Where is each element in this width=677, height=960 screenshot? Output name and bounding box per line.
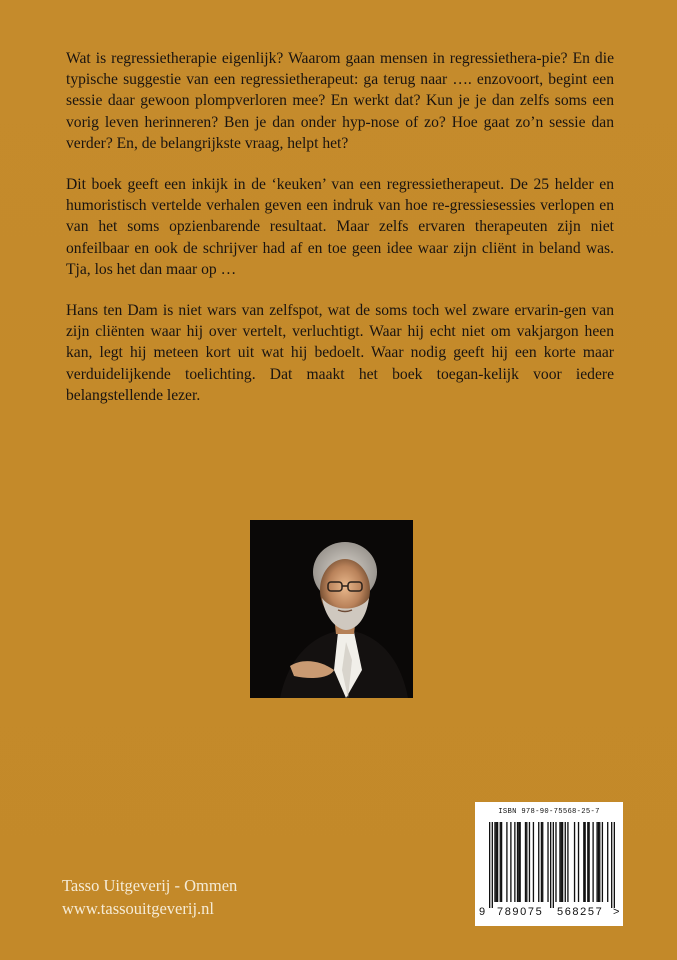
- barcode-bar: [561, 822, 562, 902]
- barcode-bar: [525, 822, 526, 902]
- isbn-label: ISBN 978-90-75568-25-7: [498, 808, 600, 816]
- barcode-bar: [510, 822, 511, 902]
- barcode-bar: [538, 822, 539, 902]
- barcode-bar: [567, 822, 568, 902]
- barcode-bar: [496, 822, 497, 902]
- barcode-bar: [598, 822, 599, 902]
- barcode-bar: [494, 822, 495, 902]
- barcode-bar: [526, 822, 527, 902]
- barcode-bar: [592, 822, 593, 902]
- barcode-bar: [497, 822, 498, 902]
- barcode-bar: [529, 822, 530, 902]
- barcode-bar: [614, 822, 615, 908]
- barcode-bar: [599, 822, 600, 902]
- barcode-bar: [611, 822, 612, 908]
- ean-left-group: 789075: [497, 906, 544, 918]
- ean-quiet-mark: >: [613, 906, 620, 918]
- ean-right-group: 568257: [557, 906, 604, 918]
- barcode-bar: [583, 822, 584, 902]
- publisher-website: www.tassouitgeverij.nl: [62, 899, 214, 918]
- barcode-bar: [602, 822, 603, 902]
- barcode-bar: [565, 822, 566, 902]
- barcode-bar: [520, 822, 521, 902]
- barcode-bar: [596, 822, 597, 902]
- barcode-bar: [553, 822, 554, 908]
- barcode-bar: [562, 822, 563, 902]
- barcode-bar: [547, 822, 548, 902]
- barcode-bar: [555, 822, 556, 902]
- barcode-bar: [489, 822, 490, 908]
- barcode-bar: [517, 822, 518, 902]
- barcode-bar: [588, 822, 589, 902]
- author-portrait: [250, 520, 413, 698]
- barcode-bar: [492, 822, 493, 908]
- barcode-bar: [506, 822, 507, 902]
- barcode-bar: [533, 822, 534, 902]
- barcode-bar: [559, 822, 560, 902]
- barcode-bar: [584, 822, 585, 902]
- barcode-bar: [518, 822, 519, 902]
- blurb-text: [66, 48, 614, 426]
- barcode-bar: [500, 822, 501, 902]
- barcode-bar: [550, 822, 551, 908]
- barcode-bar: [574, 822, 575, 902]
- blurb-paragraph-3: Hans ten Dam is niet wars van zelfspot, wat de soms toch wel zware ervarin-gen van zijn cliënten waar hij over vertelt, verluchtigt. Waar hij echt niet om vakjargon heen kan, legt hij meteen kort uit wat hij bedoelt. Waar nodig geeft hij een korte maar verduidelijkende toelichting. Dat maakt het boek toegan-kelijk voor iedere belangstellende lezer.: [66, 302, 614, 404]
- author-portrait-image: [250, 520, 413, 698]
- ean-first-digit: 9: [479, 906, 486, 918]
- publisher-info: [62, 874, 237, 920]
- barcode-bar: [514, 822, 515, 902]
- barcode-bar: [607, 822, 608, 902]
- barcode-bar: [542, 822, 543, 902]
- barcode-bars: [489, 822, 615, 908]
- barcode-bar: [587, 822, 588, 902]
- isbn-barcode: [475, 802, 623, 926]
- barcode-bar: [541, 822, 542, 902]
- barcode-bar: [578, 822, 579, 902]
- publisher-name: Tasso Uitgeverij - Ommen: [62, 876, 238, 895]
- barcode-bar: [501, 822, 502, 902]
- blurb-paragraph-2: Dit boek geeft een inkijk in de ‘keuken’ van een regressietherapeut. De 25 helder en humoristisch vertelde verhalen geven een indruk van hoe re-gressiesessies verlopen en van het soms opzienbarende resultaat. Maar zelfs ervaren therapeuten zijn niet onfeilbaar en ook de schrijver had af en toe geen idee waar zijn cliënt in beland was. Tja, los het dan maar op …: [66, 176, 614, 278]
- blurb-paragraph-1: Wat is regressietherapie eigenlijk? Waarom gaan mensen in regressiethera-pie? En die typische suggestie van een regressietherapeut: ga terug naar …. enzovoort, begint een sessie daar gewoon plompverloren mee? En werkt dat? Kun je je dan zelfs soms een vorig leven herinneren? Ben je dan onder hyp-nose of zo? Hoe gaat zo’n sessie dan verder? En, de belangrijkste vraag, helpt het?: [66, 50, 614, 152]
